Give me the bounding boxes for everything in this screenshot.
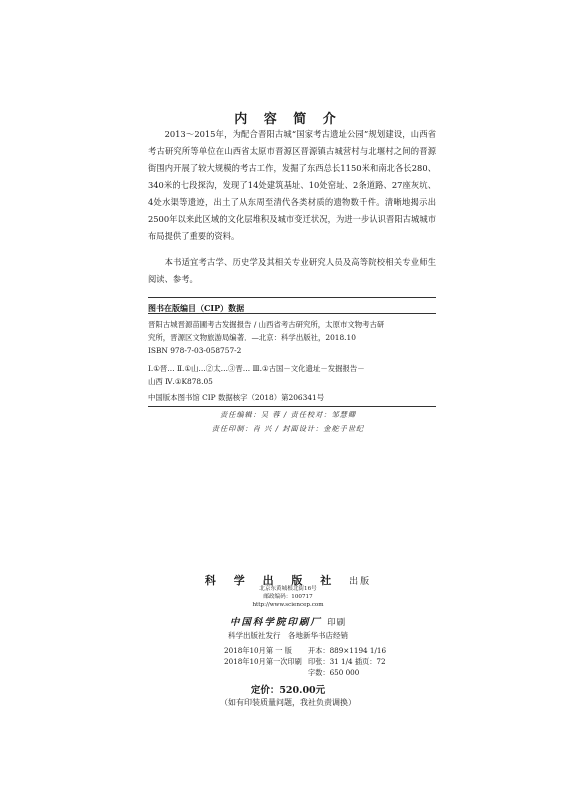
printer-name-text: 中国科学院印刷厂: [229, 617, 322, 628]
intro-paragraph-2: [148, 254, 436, 288]
spec-edition: 2018年10月第 一 版: [224, 646, 292, 655]
staff-production: 责任印制：肖 兴 / 封面设计：金舵手世纪: [211, 424, 365, 433]
cip-heading: 图书在版编目（CIP）数据: [148, 303, 245, 313]
cip-title-line-1: 晋阳古城晋源苗圃考古发掘报告 / 山西省考古研究所，太原市文物考古研: [148, 320, 385, 329]
intro-text-2: 本书适宜考古学、历史学及其相关专业研究人员及高等院校相关专业师生阅读、参考。: [148, 257, 436, 284]
publisher-name-text: 科 学 出 版 社: [204, 574, 339, 587]
divider-top: [148, 297, 436, 298]
spec-row-1: [224, 646, 424, 657]
intro-text-1: 2013～2015年，为配合晋阳古城“国家考古遗址公园”规划建设，山西省考古研究所等单位在山西省太原市晋源区晋源镇古城营村与北堰村之间的晋源街围内开展了较大规模的考古工作，发掘了东西总长1150米和南北各长280、340米的七段探沟，发现了14处建筑基址、10处窑址、2条道路、27座灰坑、4处水渠等遗迹，出土了从东周至清代各类材质的遗物数千件。清晰地揭示出2500年以来此区域的文化层堆积及城市变迁状况，为进一步认识晋阳古城城市布局提供了重要的资料。: [148, 129, 436, 241]
spec-sheets: 印张：31 1/4 插页：72: [308, 657, 386, 666]
spec-format: 开本：889×1194 1/16: [308, 646, 387, 655]
publisher-address: 北京东黄城根北街16号: [259, 586, 317, 592]
spec-printing: 2018年10月第一次印刷: [224, 657, 302, 666]
cip-class-line-1: Ⅰ.①晋… Ⅱ.①山…②太…③晋… Ⅲ.①古国－文化遗址－发掘报告－: [148, 364, 365, 373]
spec-words: 字数：650 000: [308, 668, 360, 677]
printer-name: [0, 614, 576, 628]
divider-cip: [148, 313, 436, 314]
cip-catalog-number: 中国版本图书馆 CIP 数据核字（2018）第206341号: [148, 393, 325, 402]
publisher-suffix: 出版: [349, 577, 372, 587]
quality-notice: （如有印装质量问题，我社负责调换）: [220, 698, 356, 707]
page-title: 内 容 简 介: [234, 112, 342, 127]
spec-row-2: [224, 657, 424, 668]
staff-editors: 责任编辑：吴 蓉 / 责任校对：邹慧卿: [219, 410, 357, 419]
cip-class-line-2: 山西 Ⅳ.①K878.05: [148, 377, 213, 386]
printer-suffix: 印刷: [327, 618, 347, 628]
spec-row-3: [224, 668, 424, 679]
cip-title-line-2: 究所，晋源区文物旅游局编著．—北京：科学出版社，2018.10: [148, 333, 356, 342]
cip-isbn: ISBN 978-7-03-058757-2: [148, 346, 242, 355]
publisher-url: http://www.sciencep.com: [252, 602, 324, 608]
divider-bottom: [148, 406, 436, 407]
price: 定价：520.00元: [250, 685, 326, 696]
distribution-line: 科学出版社发行 各地新华书店经销: [228, 631, 348, 640]
publisher-postcode: 邮政编码：100717: [263, 594, 313, 600]
intro-paragraph-1: [148, 126, 436, 245]
